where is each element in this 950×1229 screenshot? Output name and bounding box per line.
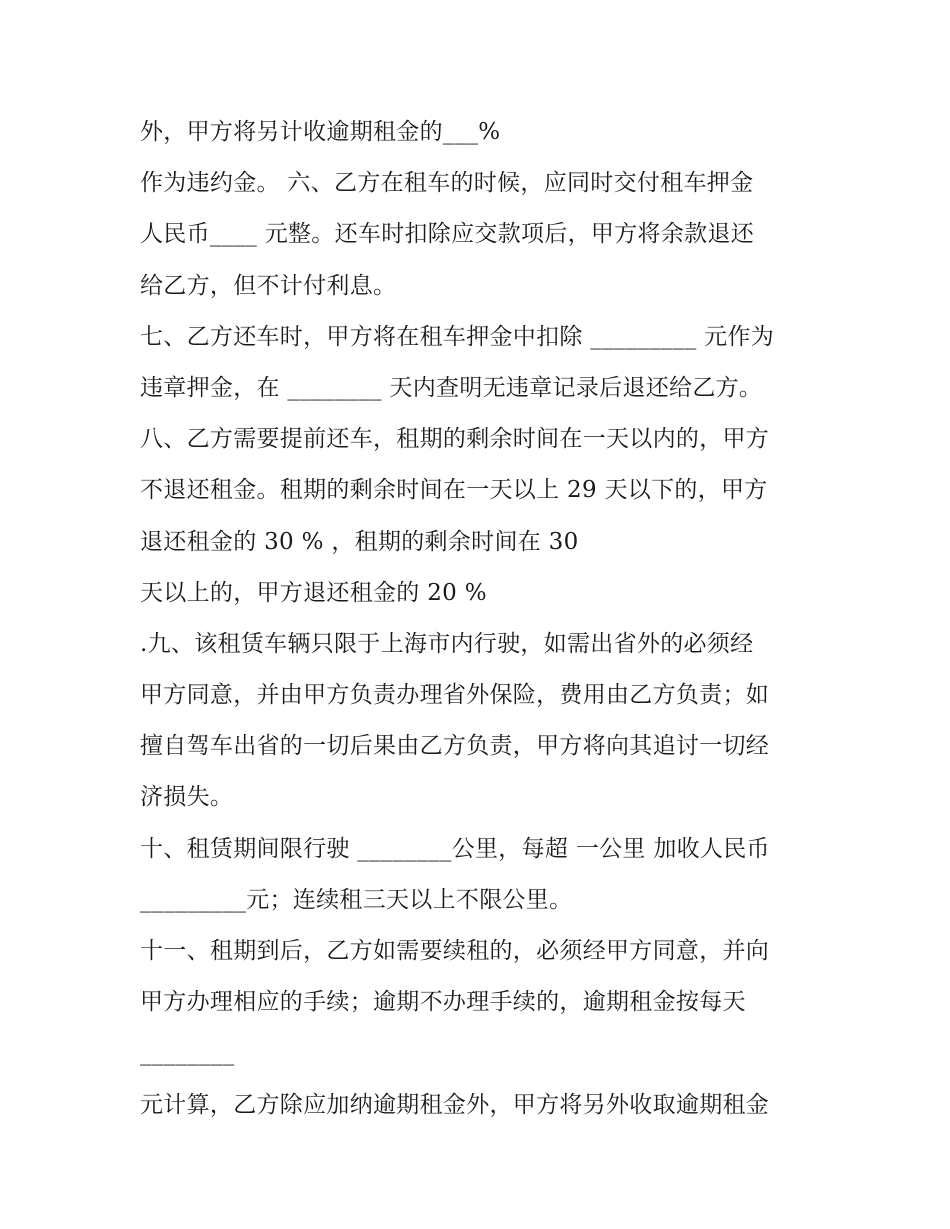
text-line: 十一、租期到后，乙方如需要续租的，必须经甲方同意，并向: [140, 938, 770, 964]
text-line: 不退还租金。租期的剩余时间在一天以上 29 天以下的，甲方: [140, 477, 768, 504]
text-line: 退还租金的 30 % ，租期的剩余时间在 30: [140, 528, 579, 555]
text-line: .九、该租赁车辆只限于上海市内行驶，如需出省外的必须经: [140, 630, 754, 657]
text-line: 违章押金，在 ________ 天内查明无违章记录后退还给乙方。: [140, 374, 763, 401]
text-line: 给乙方，但不计付利息。: [140, 272, 397, 299]
contract-text: [140, 107, 830, 1131]
text-line: 八、乙方需要提前还车，租期的剩余时间在一天以内的，甲方: [140, 426, 770, 453]
text-line: 作为违约金。 六、乙方在租车的时候，应同时交付租车押金: [140, 170, 754, 197]
text-line: 十、租赁期间限行驶 ________公里，每超 一公里 加收人民币: [140, 835, 770, 862]
text-line: 甲方办理相应的手续；逾期不办理手续的，逾期租金按每天: [140, 989, 746, 1016]
text-line: ________: [140, 1040, 235, 1067]
text-line: 济损失。: [140, 784, 234, 811]
text-line: _________元；连续租三天以上不限公里。: [140, 886, 573, 913]
text-line: 元计算，乙方除应加纳逾期租金外，甲方将另外收取逾期租金: [140, 1091, 770, 1118]
text-line: 甲方同意，并由甲方负责办理省外保险，费用由乙方负责；如: [140, 682, 770, 709]
text-line: 擅自驾车出省的一切后果由乙方负责，甲方将向其追讨一切经: [140, 733, 770, 760]
text-line: 七、乙方还车时，甲方将在租车押金中扣除 _________ 元作为: [140, 323, 775, 350]
text-line: 外，甲方将另计收逾期租金的___%: [140, 119, 501, 145]
text-line: 人民币____ 元整。还车时扣除应交款项后，甲方将余款退还: [140, 221, 755, 248]
text-line: 天以上的，甲方退还租金的 20 %: [140, 579, 487, 606]
